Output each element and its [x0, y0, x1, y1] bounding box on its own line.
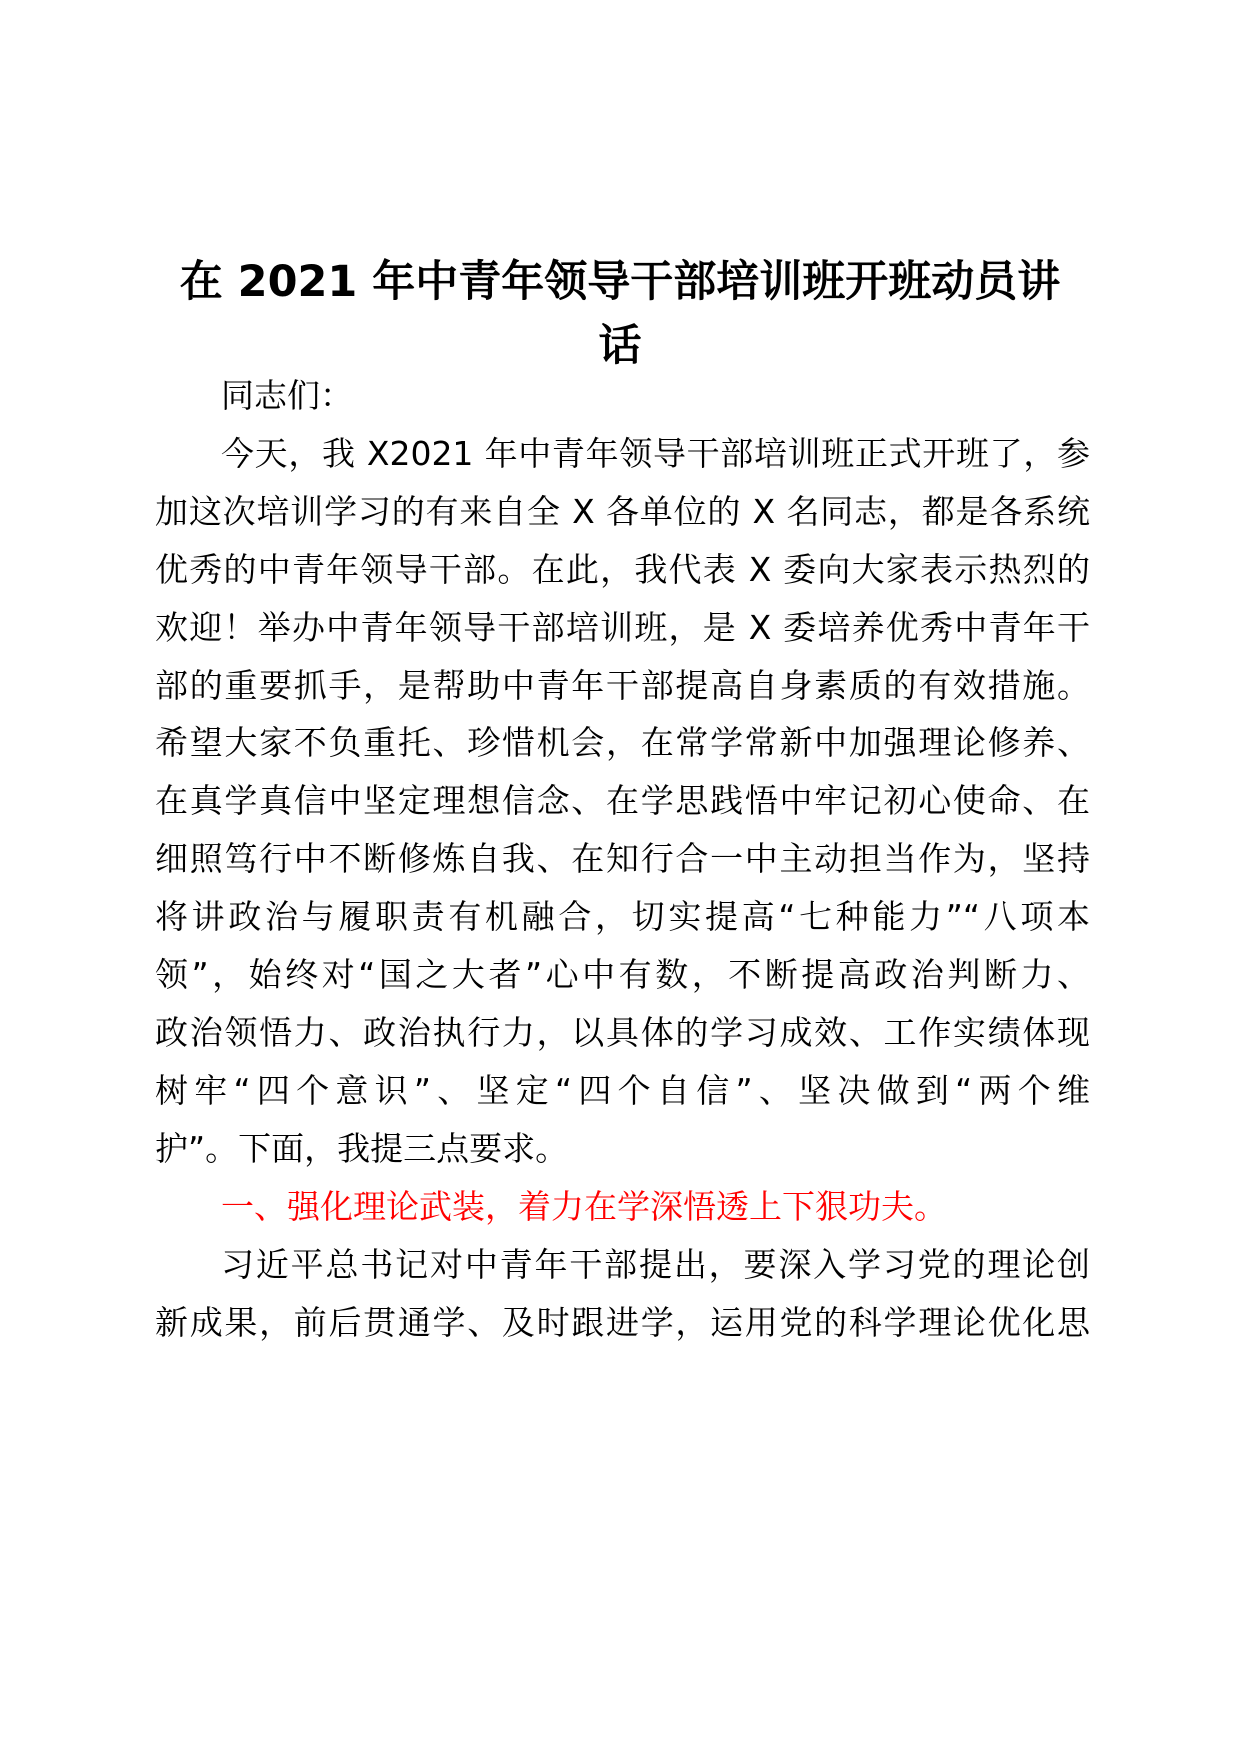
paragraph1-line: 加这次培训学习的有来自全 X 各单位的 X 名同志，都是各系统: [155, 492, 1090, 531]
paragraph1-line: 护”。下面，我提三点要求。: [155, 1129, 569, 1168]
paragraph1-line: 在真学真信中坚定理想信念、在学思践悟中牢记初心使命、在: [155, 781, 1090, 820]
paragraph1-line: 政治领悟力、政治执行力，以具体的学习成效、工作实绩体现: [155, 1013, 1090, 1052]
paragraph1-line: 希望大家不负重托、珍惜机会，在常学常新中加强理论修养、: [155, 723, 1090, 762]
paragraph1-line: 今天，我 X2021 年中青年领导干部培训班正式开班了，参: [221, 434, 1090, 473]
document-title-line-1: 在 2021 年中青年领导干部培训班开班动员讲: [179, 257, 1061, 307]
paragraph1-line: 欢迎！举办中青年领导干部培训班，是 X 委培养优秀中青年干: [155, 608, 1090, 647]
paragraph1-line: 部的重要抓手，是帮助中青年干部提高自身素质的有效措施。: [155, 666, 1090, 705]
paragraph1-line: 将讲政治与履职责有机融合，切实提高“七种能力”“八项本: [155, 897, 1090, 936]
paragraph1-line: 树牢“四个意识”、坚定“四个自信”、坚决做到“两个维: [155, 1071, 1090, 1110]
paragraph1-line: 领”，始终对“国之大者”心中有数，不断提高政治判断力、: [155, 955, 1090, 994]
paragraph1-line: 细照笃行中不断修炼自我、在知行合一中主动担当作为，坚持: [155, 839, 1090, 878]
salutation: 同志们：: [221, 376, 353, 415]
section-heading-1: 一、强化理论武装，着力在学深悟透上下狠功夫。: [221, 1187, 947, 1226]
paragraph2-line: 习近平总书记对中青年干部提出，要深入学习党的理论创: [221, 1245, 1090, 1284]
paragraph2-line: 新成果，前后贯通学、及时跟进学，运用党的科学理论优化思: [155, 1303, 1090, 1342]
paragraph1-line: 优秀的中青年领导干部。在此，我代表 X 委向大家表示热烈的: [155, 550, 1090, 589]
document-title-line-2: 话: [598, 321, 642, 371]
